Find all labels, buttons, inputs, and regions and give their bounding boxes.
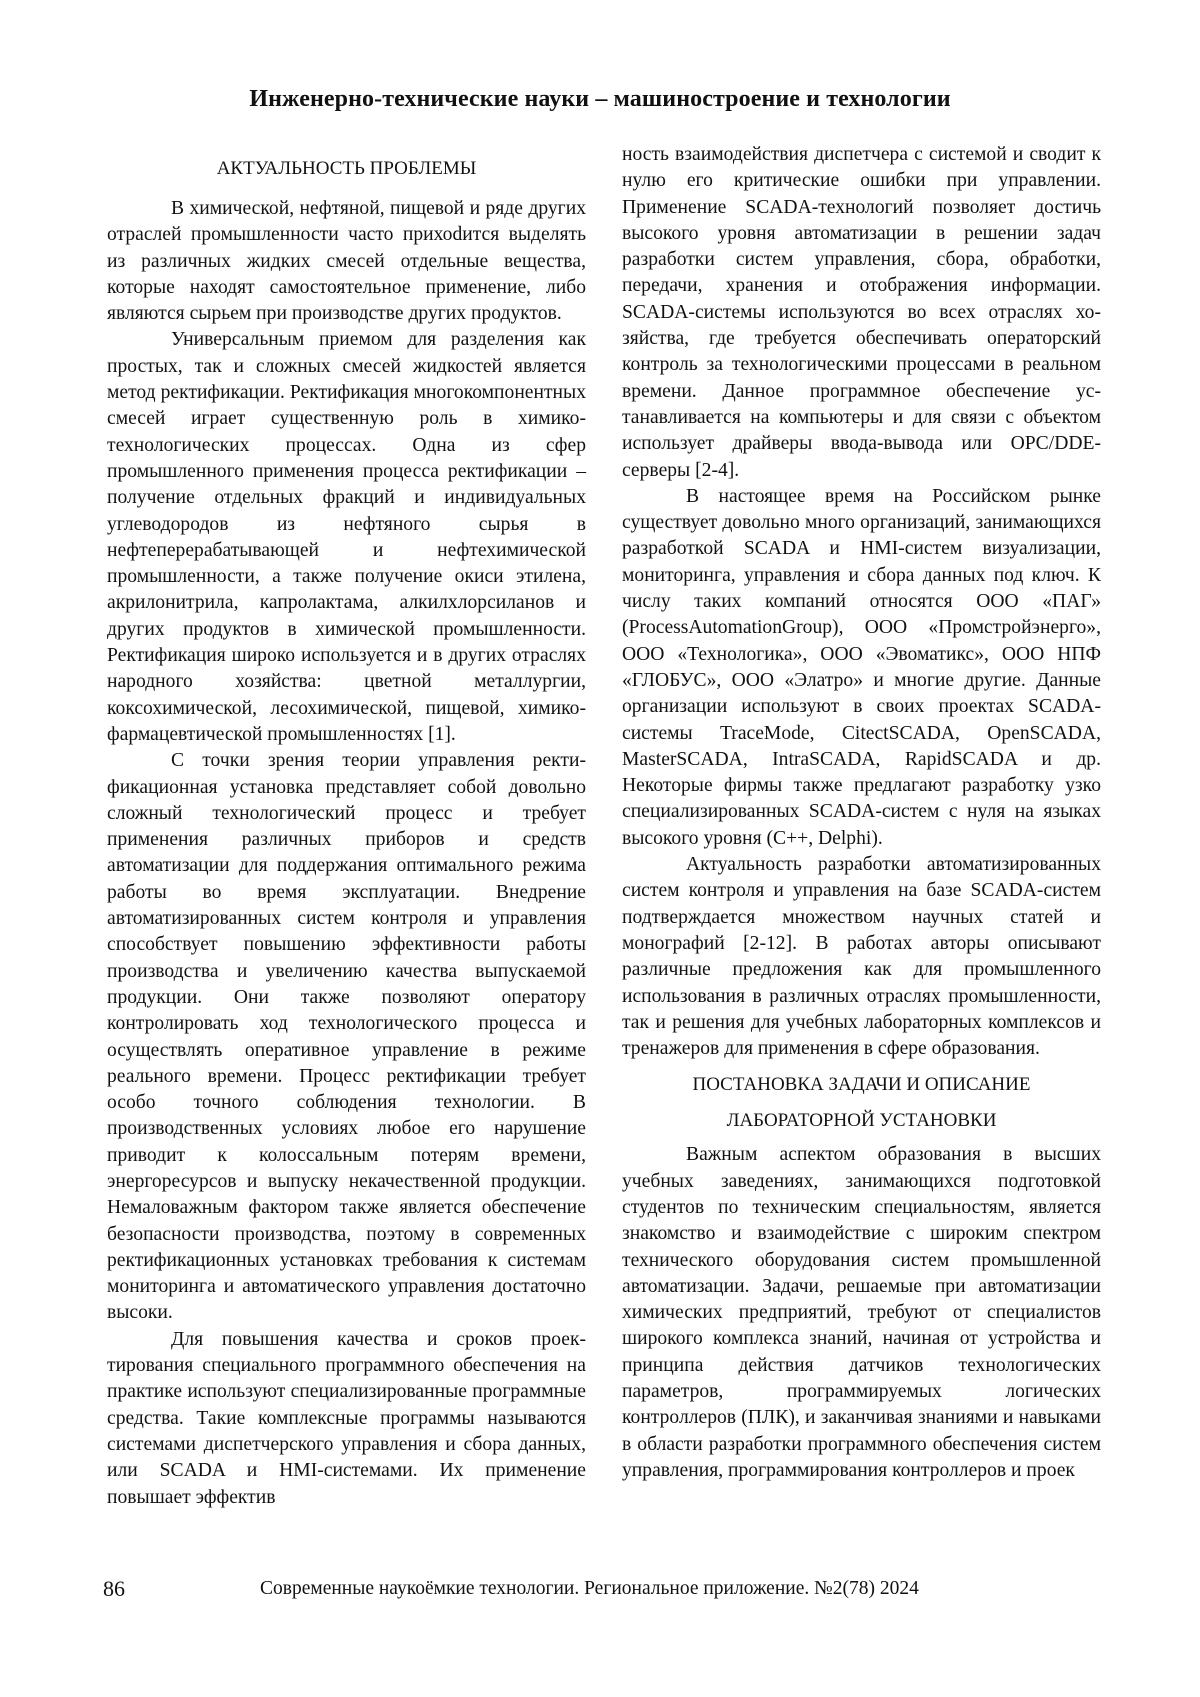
journal-title: Современные наукоёмкие технологии. Региональное приложение. №2(78) 2024 (260, 1578, 919, 1599)
right-column (622, 142, 1101, 1484)
section-heading-relevance: АКТУАЛЬНОСТЬ ПРОБЛЕМЫ (216, 158, 477, 179)
running-head: Инженерно-технические науки – машиностроение и технологии (249, 86, 951, 112)
page-footer (103, 1576, 1080, 1606)
paragraph: С точки зрения теории управления ректификационная установка представляет собой довольно сложный технологический процесс и требует применения различных приборов и средств автоматизации для поддержания оптимального режима работы во время эксплуатации. Внедрение автоматизированных систем контроля и управления способствует повышению эффективности работы производства и увеличению качества выпускаемой продукции. Они также позволяют оператору контролировать ход технологического процесса и осуществлять оперативное управление в режиме реального времени. Процесс ректификации требует особо точного соблюдения технологии. В производственных условиях любое его нарушение приводит к колоссальным потерям времени, энергоресурсов и выпуску некачественной продукции. Немаловажным фактором также является обеспечение безопасности производства, поэтому в современных ректификационных установках требования к системам мониторинга и автоматического управления достаточно высоки. (107, 750, 586, 1324)
paragraph: Для повышения качества и сроков проектирования специального программного обеспечения на практике используют специализированные программные средства. Такие комплексные программы называются системами диспетчерского управления и сбора данных, или SCADA и HMI-системами. Их применение повышает эффектив (107, 1328, 586, 1508)
paragraph: В настоящее время на Российском рынке существует довольно много организаций, занимающихся разработкой SCADA и HMI-систем визуализации, мониторинга, управления и сбора данных под ключ. К числу таких компаний относятся ООО «ПАГ» (ProcessAutomationGroup), ООО «Промстройэнерго», ООО «Технологика», ООО «Эвоматикс», ООО НПФ «ГЛОБУС», ООО «Элатро» и многие другие. Данные организации используют в своих проектах SCADA-системы TraceMode, CitectSCADA, OpenSCADA, MasterSCADA, IntraSCADA, RapidSCADA и др. Некоторые фирмы также предлагают разработку узко специализированных SCADA-систем с нуля на языках высокого уровня (С++, Delphi). (622, 485, 1101, 849)
section-heading-task-line2: ЛАБОРАТОРНОЙ УСТАНОВКИ (726, 1110, 997, 1132)
section-heading-task-line1: ПОСТАНОВКА ЗАДАЧИ И ОПИСАНИЕ (692, 1074, 1031, 1096)
paragraph: В химической, нефтяной, пищевой и ряде других отраслей промышленности часто прихоdится выделять из различных жидких смесей отдельные вещества, которые находят самостоятельное применение, либо являются сырьем при производстве других продуктов. (107, 198, 586, 325)
paragraph: Универсальным приемом для разделения как простых, так и сложных смесей жидкостей является метод ректификации. Ректификация многокомпонентных смесей играет существенную роль в химико-технологических процессах. Одна из сфер промышленного применения процесса ректификации – получение отдельных фракций и индивидуальных углеводородов из нефтяного сырья в нефтеперерабатывающей и нефтехимической промышленности, а также получение окиси этилена, акрилонитрила, капролактама, алкилхлорсиланов и других продуктов в химической промышленности. Ректификация широко используется и в других отраслях народного хозяйства: цветной металлургии, коксохимической, лесохимической, пищевой, химико-фармацевтической промышленностях [1]. (107, 329, 586, 745)
left-column (107, 142, 586, 1511)
paragraph-continuation: ность взаимодействия диспетчера с системой и сводит к нулю его критические ошибки при управлении. Применение SCADA-технологий позволяет достичь высокого уровня автоматизации в решении задач разработки систем управления, сбора, обработки, передачи, хранения и отображения информации. SCADA-системы используются во всех отраслях хозяйства, где требуется обеспечивать операторский контроль за технологическими процессами в реальном времени. Данное программное обеспечение устанавливается на компьютеры и для связи с объектом использует драйверы ввода-вывода или OPC/DDE-серверы [2-4]. (622, 144, 1101, 481)
paragraph: Актуальность разработки автоматизированных систем контроля и управления на базе SCADA-систем подтверждается множеством научных статей и монографий [2-12]. В работах авторы описывают различные предложения как для промышленного использования в различных отраслях промышленности, так и решения для учебных лабораторных комплексов и тренажеров для применения в сфере образования. (622, 854, 1101, 1060)
paragraph: Важным аспектом образования в высших учебных заведениях, занимающихся подготовкой студентов по техническим специальностям, является знакомство и взаимодействие с широким спектром технического оборудования систем промышленной автоматизации. Задачи, решаемые при автоматизации химических предприятий, требуют от специалистов широкого комплекса знаний, начиная от устройства и принципа действия датчиков технологических параметров, программируемых логических контроллеров (ПЛК), и заканчивая знаниями и навыками в области разработки программного обеспечения систем управления, программирования контроллеров и проек (622, 1144, 1101, 1481)
page-number: 86 (103, 1576, 125, 1601)
